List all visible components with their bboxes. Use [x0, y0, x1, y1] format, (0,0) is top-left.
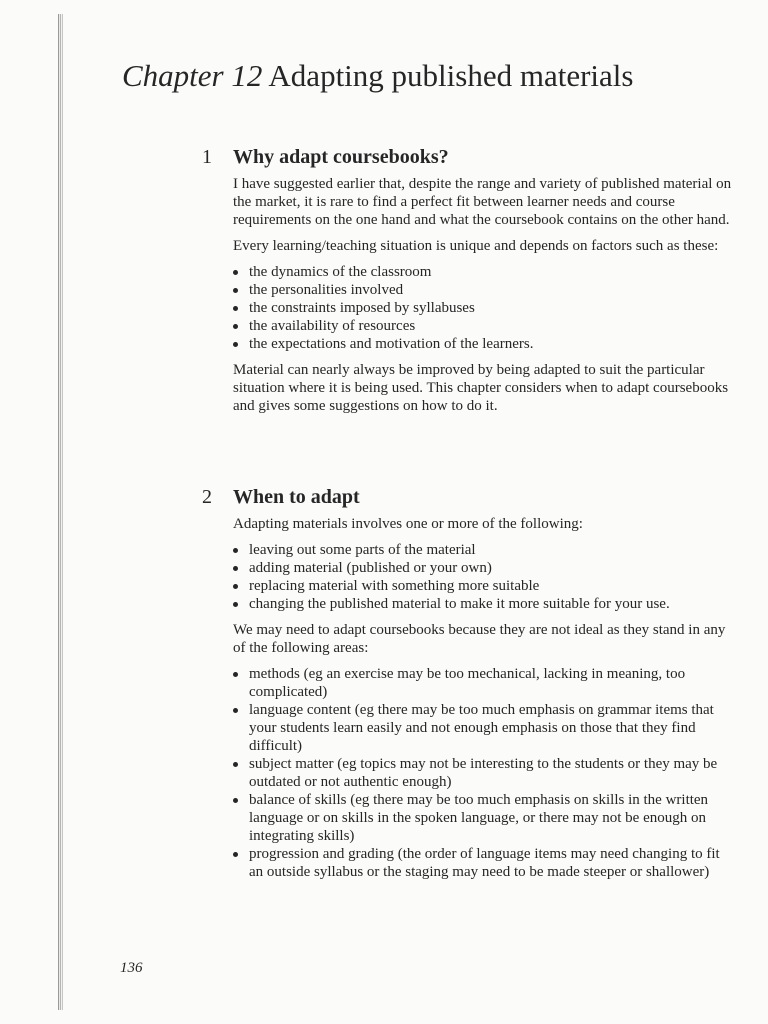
section-1-intro-paragraph: I have suggested earlier that, despite the range and variety of published material on the market, it is rare to find a perfect fit between learner needs and course requirements on the one hand and what the coursebook contains on the other hand.	[233, 176, 732, 228]
section-1-lead-paragraph: Every learning/teaching situation is unique and depends on factors such as these:	[233, 238, 719, 254]
section-2-heading-text: When to adapt	[233, 486, 360, 508]
list-item: the personalities involved	[233, 281, 732, 299]
list-item: the expectations and motivation of the learners.	[233, 335, 732, 353]
bullet-icon	[233, 762, 238, 767]
page-number: 136	[120, 960, 143, 976]
section-2-area-list	[233, 665, 732, 881]
list-item: the constraints imposed by syllabuses	[233, 299, 732, 317]
list-item: balance of skills (eg there may be too much emphasis on skills in the written language or on skills in the spoken language, or there may not be enough on integrating skills)	[233, 791, 732, 845]
list-item: the availability of resources	[233, 317, 732, 335]
page-binding-edge	[58, 14, 66, 1010]
section-1-heading-text: Why adapt coursebooks?	[233, 146, 449, 168]
section-1	[202, 144, 732, 423]
section-1-heading	[202, 144, 732, 170]
list-item: the dynamics of the classroom	[233, 263, 732, 281]
section-2-heading	[202, 484, 732, 510]
bullet-icon	[233, 852, 238, 857]
bullet-icon	[233, 288, 238, 293]
section-2-number: 2	[202, 486, 212, 508]
chapter-label: Chapter 12	[122, 58, 263, 93]
list-item: subject matter (eg topics may not be interesting to the students or they may be outdated or not authentic enough)	[233, 755, 732, 791]
list-item: methods (eg an exercise may be too mechanical, lacking in meaning, too complicated)	[233, 665, 732, 701]
list-item: language content (eg there may be too much emphasis on grammar items that your students learn easily and not enough emphasis on those that they find difficult)	[233, 701, 732, 755]
list-item: changing the published material to make it more suitable for your use.	[233, 595, 732, 613]
section-2-lead-paragraph: We may need to adapt coursebooks because they are not ideal as they stand in any of the following areas:	[233, 622, 726, 656]
section-2	[202, 484, 732, 889]
list-item: leaving out some parts of the material	[233, 541, 732, 559]
list-item: progression and grading (the order of language items may need changing to fit an outside syllabus or the staging may need to be made steeper or shallower)	[233, 845, 732, 881]
section-2-adaptation-list	[233, 541, 732, 613]
chapter-title	[122, 56, 633, 96]
list-item: adding material (published or your own)	[233, 559, 732, 577]
bullet-icon	[233, 270, 238, 275]
bullet-icon	[233, 798, 238, 803]
bullet-icon	[233, 342, 238, 347]
list-item: replacing material with something more suitable	[233, 577, 732, 595]
bullet-icon	[233, 584, 238, 589]
bullet-icon	[233, 324, 238, 329]
bullet-icon	[233, 548, 238, 553]
section-1-number: 1	[202, 146, 212, 168]
bullet-icon	[233, 708, 238, 713]
bullet-icon	[233, 602, 238, 607]
bullet-icon	[233, 306, 238, 311]
section-2-intro-paragraph: Adapting materials involves one or more of the following:	[233, 516, 583, 532]
section-1-factor-list	[233, 263, 732, 353]
section-1-closing-paragraph: Material can nearly always be improved by being adapted to suit the particular situation where it is being used. This chapter considers when to adapt coursebooks and gives some suggestions on how to do it.	[233, 362, 729, 414]
bullet-icon	[233, 672, 238, 677]
bullet-icon	[233, 566, 238, 571]
chapter-title-text: Adapting published materials	[268, 58, 634, 93]
